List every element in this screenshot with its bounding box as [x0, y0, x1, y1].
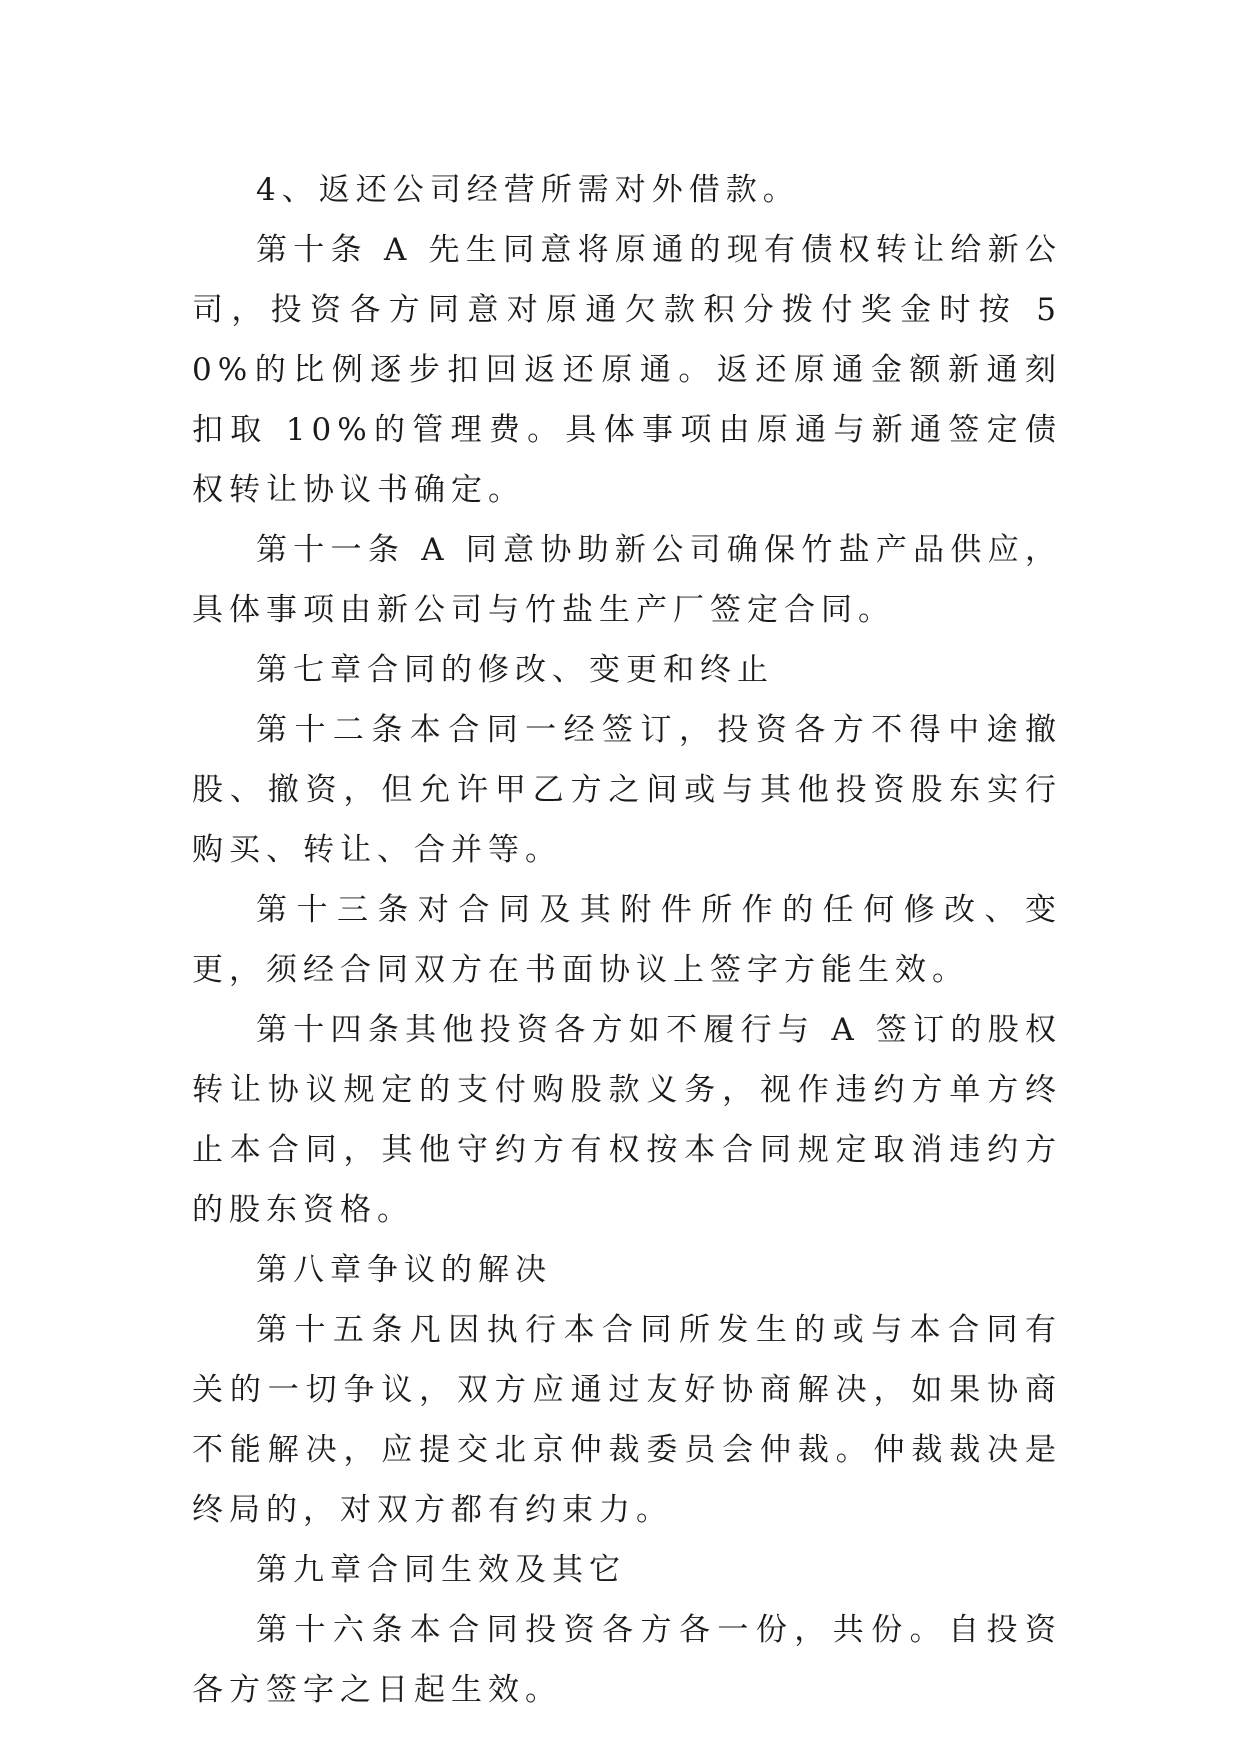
paragraph-item-4: 4、返还公司经营所需对外借款。: [256, 172, 800, 208]
article-16: 第十六条本合同投资各方各一份，共份。自投资各方签字之日起生效。: [192, 1612, 1062, 1708]
article-15: 第十五条凡因执行本合同所发生的或与本合同有关的一切争议，双方应通过友好协商解决，如果协商不能解决，应提交北京仲裁委员会仲裁。仲裁裁决是终局的，对双方都有约束力。: [192, 1312, 1062, 1528]
chapter-7-heading: 第七章合同的修改、变更和终止: [256, 652, 774, 688]
article-13: 第十三条对合同及其附件所作的任何修改、变更，须经合同双方在书面协议上签字方能生效。: [192, 892, 1062, 988]
article-11: 第十一条 A 同意协助新公司确保竹盐产品供应，具体事项由新公司与竹盐生产厂签定合同。: [192, 532, 1062, 628]
contract-text: [192, 160, 1062, 1720]
article-10: 第十条 A 先生同意将原通的现有债权转让给新公司，投资各方同意对原通欠款积分拨付奖金时按 50%的比例逐步扣回返还原通。返还原通金额新通刻扣取 10%的管理费。具体事项由原通与新通签定债权转让协议书确定。: [192, 232, 1062, 508]
chapter-8-heading: 第八章争议的解决: [256, 1252, 552, 1288]
article-14: 第十四条其他投资各方如不履行与 A 签订的股权转让协议规定的支付购股款义务，视作违约方单方终止本合同，其他守约方有权按本合同规定取消违约方的股东资格。: [192, 1012, 1062, 1228]
chapter-9-heading: 第九章合同生效及其它: [256, 1552, 626, 1588]
article-12: 第十二条本合同一经签订，投资各方不得中途撤股、撤资，但允许甲乙方之间或与其他投资股东实行购买、转让、合并等。: [192, 712, 1062, 868]
